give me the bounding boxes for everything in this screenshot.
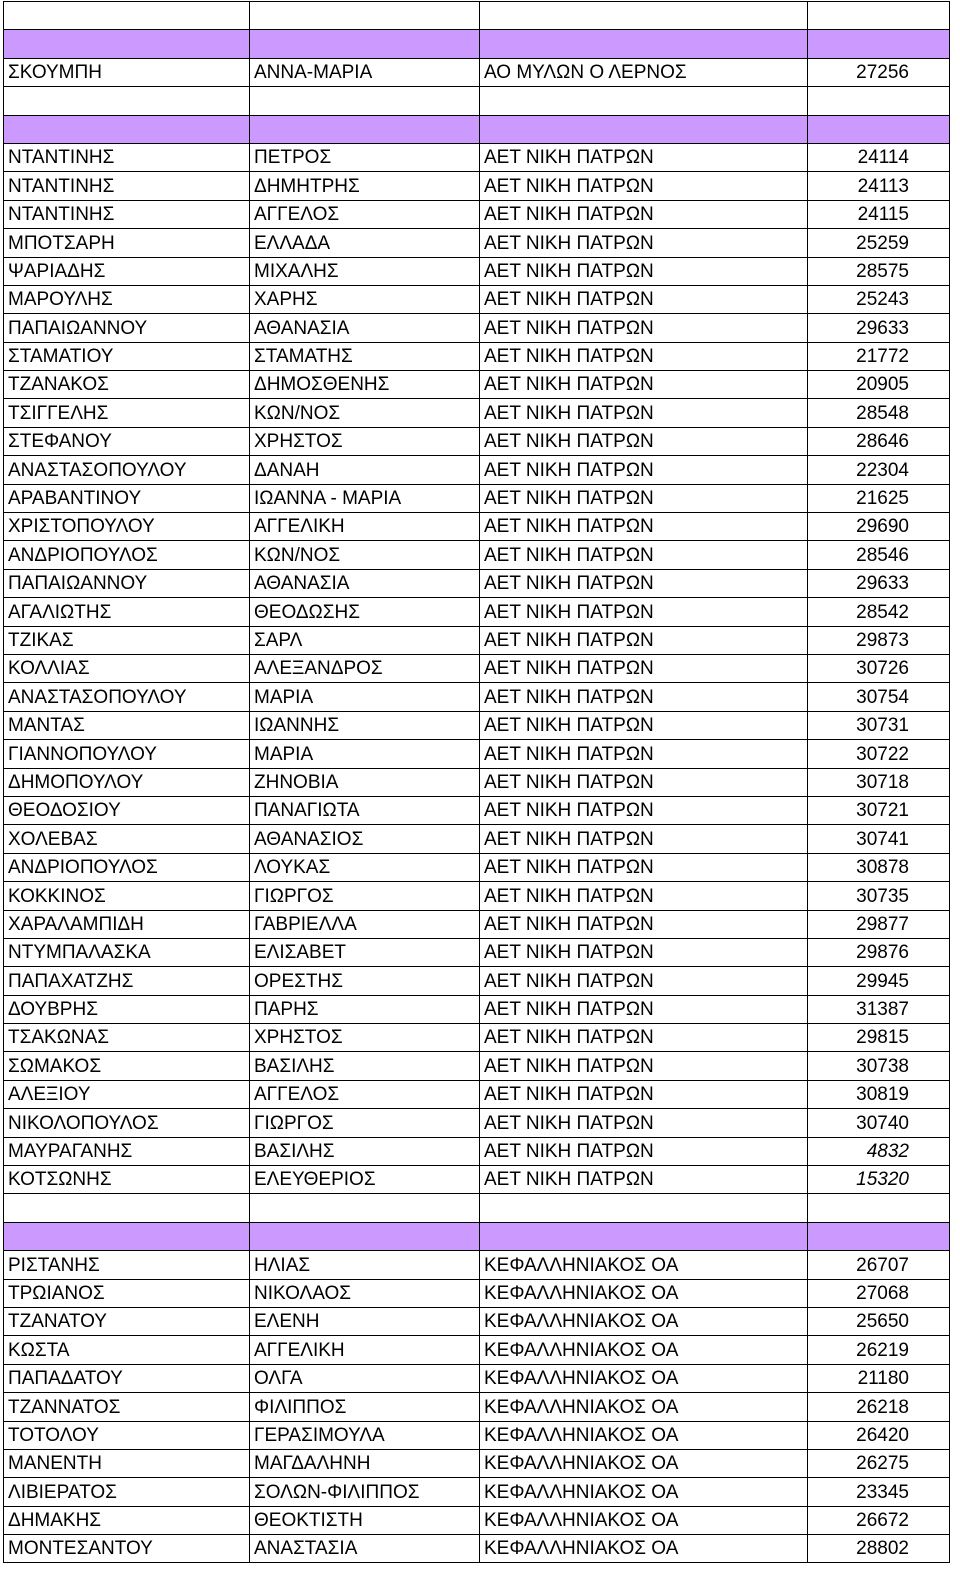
registration-number-cell[interactable]: 26672: [808, 1506, 950, 1534]
table-row: [4, 1137, 950, 1165]
table-row: [4, 796, 950, 824]
club-cell[interactable]: ΑΕΤ ΝΙΚΗ ΠΑΤΡΩΝ: [480, 853, 808, 881]
club-cell[interactable]: ΑΕΤ ΝΙΚΗ ΠΑΤΡΩΝ: [480, 399, 808, 427]
surname-cell[interactable]: ΣΩΜΑΚΟΣ: [4, 1052, 250, 1080]
table-row: [4, 427, 950, 455]
table-row: [4, 569, 950, 597]
surname-cell[interactable]: ΚΟΤΣΩΝΗΣ: [4, 1166, 250, 1194]
athlete-table: [3, 1, 950, 1563]
table-row: [4, 484, 950, 512]
firstname-cell[interactable]: ΜΑΡΙΑ: [250, 683, 480, 711]
registration-number-cell[interactable]: 26219: [808, 1336, 950, 1364]
registration-number-cell[interactable]: 24114: [808, 143, 950, 171]
table-row: [4, 1307, 950, 1335]
surname-cell[interactable]: ΑΝΑΣΤΑΣΟΠΟΥΛΟΥ: [4, 683, 250, 711]
registration-number-cell[interactable]: [808, 2, 950, 30]
table-row: [4, 342, 950, 370]
registration-number-cell[interactable]: 25243: [808, 285, 950, 313]
club-cell[interactable]: ΑΕΤ ΝΙΚΗ ΠΑΤΡΩΝ: [480, 995, 808, 1023]
club-cell[interactable]: ΑΕΤ ΝΙΚΗ ΠΑΤΡΩΝ: [480, 938, 808, 966]
registration-number-cell[interactable]: 29877: [808, 910, 950, 938]
club-cell[interactable]: ΚΕΦΑΛΛΗΝΙΑΚΟΣ ΟΑ: [480, 1449, 808, 1477]
table-row: [4, 910, 950, 938]
firstname-cell[interactable]: ΑΝΑΣΤΑΣΙΑ: [250, 1535, 480, 1563]
surname-cell[interactable]: ΝΤΑΝΤΙΝΗΣ: [4, 172, 250, 200]
firstname-cell[interactable]: ΣΟΛΩΝ-ΦΙΛΙΠΠΟΣ: [250, 1478, 480, 1506]
club-cell[interactable]: ΑΕΤ ΝΙΚΗ ΠΑΤΡΩΝ: [480, 967, 808, 995]
registration-number-cell[interactable]: 26275: [808, 1449, 950, 1477]
firstname-cell[interactable]: ΠΑΡΗΣ: [250, 995, 480, 1023]
surname-cell[interactable]: ΧΡΙΣΤΟΠΟΥΛΟΥ: [4, 513, 250, 541]
blank-row: [4, 1194, 950, 1222]
table-row: [4, 314, 950, 342]
surname-cell[interactable]: ΚΟΛΛΙΑΣ: [4, 654, 250, 682]
surname-cell[interactable]: [4, 87, 250, 115]
club-cell[interactable]: ΑΕΤ ΝΙΚΗ ΠΑΤΡΩΝ: [480, 200, 808, 228]
surname-cell[interactable]: [4, 2, 250, 30]
registration-number-cell[interactable]: 30718: [808, 768, 950, 796]
registration-number-cell[interactable]: 21625: [808, 484, 950, 512]
registration-number-cell[interactable]: [808, 30, 950, 58]
surname-cell[interactable]: ΔΗΜΑΚΗΣ: [4, 1506, 250, 1534]
registration-number-cell[interactable]: [808, 1194, 950, 1222]
table-row: [4, 399, 950, 427]
firstname-cell[interactable]: ΙΩΑΝΝΑ - ΜΑΡΙΑ: [250, 484, 480, 512]
table-row: [4, 1449, 950, 1477]
firstname-cell[interactable]: ΕΛΛΑΔΑ: [250, 229, 480, 257]
club-cell[interactable]: ΑΕΤ ΝΙΚΗ ΠΑΤΡΩΝ: [480, 740, 808, 768]
club-cell[interactable]: [480, 1194, 808, 1222]
athlete-table-body: [4, 2, 950, 1563]
surname-cell[interactable]: ΜΑΥΡΑΓΑΝΗΣ: [4, 1137, 250, 1165]
surname-cell[interactable]: ΨΑΡΙΑΔΗΣ: [4, 257, 250, 285]
table-row: [4, 825, 950, 853]
club-cell[interactable]: [480, 2, 808, 30]
club-cell[interactable]: ΚΕΦΑΛΛΗΝΙΑΚΟΣ ΟΑ: [480, 1279, 808, 1307]
surname-cell[interactable]: ΡΙΣΤΑΝΗΣ: [4, 1251, 250, 1279]
club-cell[interactable]: ΑΕΤ ΝΙΚΗ ΠΑΤΡΩΝ: [480, 1166, 808, 1194]
firstname-cell[interactable]: ΔΑΝΑΗ: [250, 456, 480, 484]
registration-number-cell[interactable]: 28548: [808, 399, 950, 427]
registration-number-cell[interactable]: 4832: [808, 1137, 950, 1165]
registration-number-cell[interactable]: 28542: [808, 598, 950, 626]
registration-number-cell[interactable]: 29945: [808, 967, 950, 995]
firstname-cell[interactable]: ΧΑΡΗΣ: [250, 285, 480, 313]
table-row: [4, 1364, 950, 1392]
firstname-cell[interactable]: ΒΑΣΙΛΗΣ: [250, 1052, 480, 1080]
firstname-cell[interactable]: ΑΓΓΕΛΙΚΗ: [250, 513, 480, 541]
table-row: [4, 598, 950, 626]
registration-number-cell[interactable]: 28646: [808, 427, 950, 455]
registration-number-cell[interactable]: 30741: [808, 825, 950, 853]
firstname-cell[interactable]: ΑΝΝΑ-ΜΑΡΙΑ: [250, 58, 480, 86]
firstname-cell[interactable]: ΑΓΓΕΛΟΣ: [250, 1080, 480, 1108]
club-cell[interactable]: ΚΕΦΑΛΛΗΝΙΑΚΟΣ ΟΑ: [480, 1535, 808, 1563]
registration-number-cell[interactable]: 27068: [808, 1279, 950, 1307]
firstname-cell[interactable]: ΓΙΩΡΓΟΣ: [250, 1109, 480, 1137]
firstname-cell[interactable]: ΛΟΥΚΑΣ: [250, 853, 480, 881]
surname-cell[interactable]: [4, 115, 250, 143]
firstname-cell[interactable]: ΑΘΑΝΑΣΙΟΣ: [250, 825, 480, 853]
surname-cell[interactable]: ΜΑΝΕΝΤΗ: [4, 1449, 250, 1477]
table-row: [4, 513, 950, 541]
registration-number-cell[interactable]: 26707: [808, 1251, 950, 1279]
table-row: [4, 1109, 950, 1137]
table-row: [4, 371, 950, 399]
club-cell[interactable]: ΑΕΤ ΝΙΚΗ ΠΑΤΡΩΝ: [480, 569, 808, 597]
firstname-cell[interactable]: ΜΙΧΑΛΗΣ: [250, 257, 480, 285]
club-cell[interactable]: ΑΕΤ ΝΙΚΗ ΠΑΤΡΩΝ: [480, 541, 808, 569]
surname-cell[interactable]: ΑΝΔΡΙΟΠΟΥΛΟΣ: [4, 541, 250, 569]
table-row: [4, 938, 950, 966]
surname-cell[interactable]: ΠΑΠΑΔΑΤΟΥ: [4, 1364, 250, 1392]
club-cell[interactable]: ΚΕΦΑΛΛΗΝΙΑΚΟΣ ΟΑ: [480, 1393, 808, 1421]
firstname-cell[interactable]: ΜΑΡΙΑ: [250, 740, 480, 768]
firstname-cell[interactable]: ΑΓΓΕΛΟΣ: [250, 200, 480, 228]
surname-cell[interactable]: ΤΖΑΝΑΤΟΥ: [4, 1307, 250, 1335]
table-row: [4, 654, 950, 682]
club-cell[interactable]: [480, 30, 808, 58]
registration-number-cell[interactable]: 20905: [808, 371, 950, 399]
firstname-cell[interactable]: ΙΩΑΝΝΗΣ: [250, 711, 480, 739]
club-cell[interactable]: ΑΕΤ ΝΙΚΗ ΠΑΤΡΩΝ: [480, 342, 808, 370]
club-cell[interactable]: [480, 87, 808, 115]
registration-number-cell[interactable]: 29690: [808, 513, 950, 541]
surname-cell[interactable]: ΜΑΡΟΥΛΗΣ: [4, 285, 250, 313]
table-row: [4, 257, 950, 285]
firstname-cell[interactable]: ΝΙΚΟΛΑΟΣ: [250, 1279, 480, 1307]
registration-number-cell[interactable]: 15320: [808, 1166, 950, 1194]
table-row: [4, 740, 950, 768]
table-row: [4, 172, 950, 200]
club-cell[interactable]: ΑΟ ΜΥΛΩΝ Ο ΛΕΡΝΟΣ: [480, 58, 808, 86]
firstname-cell[interactable]: ΕΛΕΝΗ: [250, 1307, 480, 1335]
table-row: [4, 200, 950, 228]
club-cell[interactable]: ΑΕΤ ΝΙΚΗ ΠΑΤΡΩΝ: [480, 882, 808, 910]
table-row: [4, 143, 950, 171]
table-row: [4, 1336, 950, 1364]
registration-number-cell[interactable]: 26420: [808, 1421, 950, 1449]
surname-cell[interactable]: ΑΛΕΞΙΟΥ: [4, 1080, 250, 1108]
surname-cell[interactable]: ΤΟΤΟΛΟΥ: [4, 1421, 250, 1449]
surname-cell[interactable]: ΣΤΕΦΑΝΟΥ: [4, 427, 250, 455]
firstname-cell[interactable]: ΧΡΗΣΤΟΣ: [250, 1024, 480, 1052]
registration-number-cell[interactable]: 29633: [808, 569, 950, 597]
club-cell[interactable]: ΑΕΤ ΝΙΚΗ ΠΑΤΡΩΝ: [480, 143, 808, 171]
table-row: [4, 1421, 950, 1449]
firstname-cell[interactable]: [250, 1194, 480, 1222]
firstname-cell[interactable]: ΠΕΤΡΟΣ: [250, 143, 480, 171]
firstname-cell[interactable]: ΑΛΕΞΑΝΔΡΟΣ: [250, 654, 480, 682]
registration-number-cell[interactable]: 21772: [808, 342, 950, 370]
club-cell[interactable]: ΑΕΤ ΝΙΚΗ ΠΑΤΡΩΝ: [480, 285, 808, 313]
club-cell[interactable]: ΑΕΤ ΝΙΚΗ ΠΑΤΡΩΝ: [480, 1109, 808, 1137]
registration-number-cell[interactable]: 30726: [808, 654, 950, 682]
registration-number-cell[interactable]: 29815: [808, 1024, 950, 1052]
club-cell[interactable]: ΑΕΤ ΝΙΚΗ ΠΑΤΡΩΝ: [480, 1024, 808, 1052]
club-cell[interactable]: ΚΕΦΑΛΛΗΝΙΑΚΟΣ ΟΑ: [480, 1251, 808, 1279]
surname-cell[interactable]: [4, 1194, 250, 1222]
club-cell[interactable]: ΑΕΤ ΝΙΚΗ ΠΑΤΡΩΝ: [480, 484, 808, 512]
registration-number-cell[interactable]: 30738: [808, 1052, 950, 1080]
registration-number-cell[interactable]: 30740: [808, 1109, 950, 1137]
surname-cell[interactable]: ΛΙΒΙΕΡΑΤΟΣ: [4, 1478, 250, 1506]
table-row: [4, 995, 950, 1023]
table-row: [4, 1166, 950, 1194]
table-row: [4, 1506, 950, 1534]
registration-number-cell[interactable]: 31387: [808, 995, 950, 1023]
surname-cell[interactable]: ΜΑΝΤΑΣ: [4, 711, 250, 739]
club-cell[interactable]: ΚΕΦΑΛΛΗΝΙΑΚΟΣ ΟΑ: [480, 1506, 808, 1534]
firstname-cell[interactable]: ΜΑΓΔΑΛΗΝΗ: [250, 1449, 480, 1477]
table-row: [4, 1279, 950, 1307]
surname-cell[interactable]: ΑΡΑΒΑΝΤΙΝΟΥ: [4, 484, 250, 512]
club-cell[interactable]: ΑΕΤ ΝΙΚΗ ΠΑΤΡΩΝ: [480, 257, 808, 285]
club-cell[interactable]: ΑΕΤ ΝΙΚΗ ΠΑΤΡΩΝ: [480, 768, 808, 796]
surname-cell[interactable]: ΤΖΑΝΝΑΤΟΣ: [4, 1393, 250, 1421]
section-separator-row: [4, 115, 950, 143]
club-cell[interactable]: [480, 115, 808, 143]
table-row: [4, 967, 950, 995]
club-cell[interactable]: ΑΕΤ ΝΙΚΗ ΠΑΤΡΩΝ: [480, 427, 808, 455]
registration-number-cell[interactable]: [808, 1222, 950, 1250]
surname-cell[interactable]: ΚΩΣΤΑ: [4, 1336, 250, 1364]
table-row: [4, 1478, 950, 1506]
surname-cell[interactable]: ΚΟΚΚΙΝΟΣ: [4, 882, 250, 910]
firstname-cell[interactable]: ΓΕΡΑΣΙΜΟΥΛΑ: [250, 1421, 480, 1449]
table-row: [4, 882, 950, 910]
surname-cell[interactable]: ΑΓΑΛΙΩΤΗΣ: [4, 598, 250, 626]
table-row: [4, 1535, 950, 1563]
firstname-cell[interactable]: ΑΘΑΝΑΣΙΑ: [250, 569, 480, 597]
registration-number-cell[interactable]: 28575: [808, 257, 950, 285]
table-row: [4, 853, 950, 881]
firstname-cell[interactable]: [250, 115, 480, 143]
club-cell[interactable]: ΚΕΦΑΛΛΗΝΙΑΚΟΣ ΟΑ: [480, 1336, 808, 1364]
surname-cell[interactable]: ΘΕΟΔΟΣΙΟΥ: [4, 796, 250, 824]
firstname-cell[interactable]: ΔΗΜΗΤΡΗΣ: [250, 172, 480, 200]
firstname-cell[interactable]: ΚΩΝ/ΝΟΣ: [250, 541, 480, 569]
surname-cell[interactable]: ΣΚΟΥΜΠΗ: [4, 58, 250, 86]
registration-number-cell[interactable]: 27256: [808, 58, 950, 86]
surname-cell[interactable]: [4, 30, 250, 58]
registration-number-cell[interactable]: 29873: [808, 626, 950, 654]
club-cell[interactable]: ΑΕΤ ΝΙΚΗ ΠΑΤΡΩΝ: [480, 1137, 808, 1165]
registration-number-cell[interactable]: 28546: [808, 541, 950, 569]
table-row: [4, 1080, 950, 1108]
surname-cell[interactable]: ΤΡΩΙΑΝΟΣ: [4, 1279, 250, 1307]
registration-number-cell[interactable]: [808, 115, 950, 143]
firstname-cell[interactable]: ΓΑΒΡΙΕΛΛΑ: [250, 910, 480, 938]
club-cell[interactable]: ΑΕΤ ΝΙΚΗ ΠΑΤΡΩΝ: [480, 825, 808, 853]
club-cell[interactable]: ΑΕΤ ΝΙΚΗ ΠΑΤΡΩΝ: [480, 654, 808, 682]
registration-number-cell[interactable]: 29633: [808, 314, 950, 342]
table-row: [4, 1052, 950, 1080]
club-cell[interactable]: ΑΕΤ ΝΙΚΗ ΠΑΤΡΩΝ: [480, 371, 808, 399]
surname-cell[interactable]: ΧΟΛΕΒΑΣ: [4, 825, 250, 853]
firstname-cell[interactable]: ΚΩΝ/ΝΟΣ: [250, 399, 480, 427]
club-cell[interactable]: ΚΕΦΑΛΛΗΝΙΑΚΟΣ ΟΑ: [480, 1421, 808, 1449]
firstname-cell[interactable]: ΗΛΙΑΣ: [250, 1251, 480, 1279]
table-row: [4, 58, 950, 86]
surname-cell[interactable]: ΤΣΙΓΓΕΛΗΣ: [4, 399, 250, 427]
table-row: [4, 683, 950, 711]
table-row: [4, 711, 950, 739]
surname-cell[interactable]: ΧΑΡΑΛΑΜΠΙΔΗ: [4, 910, 250, 938]
table-row: [4, 456, 950, 484]
club-cell[interactable]: ΑΕΤ ΝΙΚΗ ΠΑΤΡΩΝ: [480, 910, 808, 938]
surname-cell[interactable]: ΤΖΑΝΑΚΟΣ: [4, 371, 250, 399]
firstname-cell[interactable]: ΠΑΝΑΓΙΩΤΑ: [250, 796, 480, 824]
surname-cell[interactable]: ΑΝΑΣΤΑΣΟΠΟΥΛΟΥ: [4, 456, 250, 484]
registration-number-cell[interactable]: 30721: [808, 796, 950, 824]
firstname-cell[interactable]: ΑΓΓΕΛΙΚΗ: [250, 1336, 480, 1364]
surname-cell[interactable]: ΝΤΑΝΤΙΝΗΣ: [4, 143, 250, 171]
firstname-cell[interactable]: ΑΘΑΝΑΣΙΑ: [250, 314, 480, 342]
registration-number-cell[interactable]: 30819: [808, 1080, 950, 1108]
registration-number-cell[interactable]: 30878: [808, 853, 950, 881]
surname-cell[interactable]: ΠΑΠΑΙΩΑΝΝΟΥ: [4, 314, 250, 342]
blank-row: [4, 87, 950, 115]
registration-number-cell[interactable]: 30754: [808, 683, 950, 711]
surname-cell[interactable]: ΝΙΚΟΛΟΠΟΥΛΟΣ: [4, 1109, 250, 1137]
firstname-cell[interactable]: ΖΗΝΟΒΙΑ: [250, 768, 480, 796]
table-row: [4, 626, 950, 654]
registration-number-cell[interactable]: 25650: [808, 1307, 950, 1335]
club-cell[interactable]: ΑΕΤ ΝΙΚΗ ΠΑΤΡΩΝ: [480, 456, 808, 484]
surname-cell[interactable]: ΜΟΝΤΕΣΑΝΤΟΥ: [4, 1535, 250, 1563]
firstname-cell[interactable]: ΧΡΗΣΤΟΣ: [250, 427, 480, 455]
table-row: [4, 285, 950, 313]
firstname-cell[interactable]: [250, 30, 480, 58]
firstname-cell[interactable]: ΓΙΩΡΓΟΣ: [250, 882, 480, 910]
club-cell[interactable]: ΚΕΦΑΛΛΗΝΙΑΚΟΣ ΟΑ: [480, 1478, 808, 1506]
section-separator-row: [4, 1222, 950, 1250]
surname-cell[interactable]: ΤΖΙΚΑΣ: [4, 626, 250, 654]
surname-cell[interactable]: ΝΤΥΜΠΑΛΑΣΚΑ: [4, 938, 250, 966]
club-cell[interactable]: ΑΕΤ ΝΙΚΗ ΠΑΤΡΩΝ: [480, 683, 808, 711]
surname-cell[interactable]: ΑΝΔΡΙΟΠΟΥΛΟΣ: [4, 853, 250, 881]
table-row: [4, 229, 950, 257]
firstname-cell[interactable]: [250, 87, 480, 115]
firstname-cell[interactable]: ΕΛΕΥΘΕΡΙΟΣ: [250, 1166, 480, 1194]
surname-cell[interactable]: ΣΤΑΜΑΤΙΟΥ: [4, 342, 250, 370]
club-cell[interactable]: [480, 1222, 808, 1250]
table-row: [4, 768, 950, 796]
blank-row: [4, 2, 950, 30]
firstname-cell[interactable]: [250, 2, 480, 30]
firstname-cell[interactable]: ΟΛΓΑ: [250, 1364, 480, 1392]
club-cell[interactable]: ΑΕΤ ΝΙΚΗ ΠΑΤΡΩΝ: [480, 626, 808, 654]
table-row: [4, 1024, 950, 1052]
firstname-cell[interactable]: ΒΑΣΙΛΗΣ: [250, 1137, 480, 1165]
table-row: [4, 541, 950, 569]
surname-cell[interactable]: ΜΠΟΤΣΑΡΗ: [4, 229, 250, 257]
firstname-cell[interactable]: ΕΛΙΣΑΒΕΤ: [250, 938, 480, 966]
club-cell[interactable]: ΚΕΦΑΛΛΗΝΙΑΚΟΣ ΟΑ: [480, 1364, 808, 1392]
club-cell[interactable]: ΑΕΤ ΝΙΚΗ ΠΑΤΡΩΝ: [480, 172, 808, 200]
table-row: [4, 1393, 950, 1421]
registration-number-cell[interactable]: 30722: [808, 740, 950, 768]
firstname-cell[interactable]: ΘΕΟΚΤΙΣΤΗ: [250, 1506, 480, 1534]
club-cell[interactable]: ΑΕΤ ΝΙΚΗ ΠΑΤΡΩΝ: [480, 229, 808, 257]
registration-number-cell[interactable]: 30735: [808, 882, 950, 910]
registration-number-cell[interactable]: 24113: [808, 172, 950, 200]
surname-cell[interactable]: ΓΙΑΝΝΟΠΟΥΛΟΥ: [4, 740, 250, 768]
club-cell[interactable]: ΚΕΦΑΛΛΗΝΙΑΚΟΣ ΟΑ: [480, 1307, 808, 1335]
surname-cell[interactable]: ΝΤΑΝΤΙΝΗΣ: [4, 200, 250, 228]
firstname-cell[interactable]: ΣΤΑΜΑΤΗΣ: [250, 342, 480, 370]
surname-cell[interactable]: ΤΣΑΚΩΝΑΣ: [4, 1024, 250, 1052]
registration-number-cell[interactable]: 26218: [808, 1393, 950, 1421]
surname-cell[interactable]: ΠΑΠΑΧΑΤΖΗΣ: [4, 967, 250, 995]
registration-number-cell[interactable]: 25259: [808, 229, 950, 257]
registration-number-cell[interactable]: 30731: [808, 711, 950, 739]
club-cell[interactable]: ΑΕΤ ΝΙΚΗ ΠΑΤΡΩΝ: [480, 1080, 808, 1108]
firstname-cell[interactable]: ΟΡΕΣΤΗΣ: [250, 967, 480, 995]
club-cell[interactable]: ΑΕΤ ΝΙΚΗ ΠΑΤΡΩΝ: [480, 314, 808, 342]
registration-number-cell[interactable]: 21180: [808, 1364, 950, 1392]
section-separator-row: [4, 30, 950, 58]
firstname-cell[interactable]: ΣΑΡΛ: [250, 626, 480, 654]
surname-cell[interactable]: [4, 1222, 250, 1250]
surname-cell[interactable]: ΔΗΜΟΠΟΥΛΟΥ: [4, 768, 250, 796]
firstname-cell[interactable]: [250, 1222, 480, 1250]
registration-number-cell[interactable]: 28802: [808, 1535, 950, 1563]
club-cell[interactable]: ΑΕΤ ΝΙΚΗ ΠΑΤΡΩΝ: [480, 1052, 808, 1080]
club-cell[interactable]: ΑΕΤ ΝΙΚΗ ΠΑΤΡΩΝ: [480, 513, 808, 541]
registration-number-cell[interactable]: [808, 87, 950, 115]
club-cell[interactable]: ΑΕΤ ΝΙΚΗ ΠΑΤΡΩΝ: [480, 598, 808, 626]
registration-number-cell[interactable]: 22304: [808, 456, 950, 484]
firstname-cell[interactable]: ΦΙΛΙΠΠΟΣ: [250, 1393, 480, 1421]
firstname-cell[interactable]: ΔΗΜΟΣΘΕΝΗΣ: [250, 371, 480, 399]
registration-number-cell[interactable]: 24115: [808, 200, 950, 228]
registration-number-cell[interactable]: 29876: [808, 938, 950, 966]
table-row: [4, 1251, 950, 1279]
firstname-cell[interactable]: ΘΕΟΔΩΣΗΣ: [250, 598, 480, 626]
club-cell[interactable]: ΑΕΤ ΝΙΚΗ ΠΑΤΡΩΝ: [480, 711, 808, 739]
registration-number-cell[interactable]: 23345: [808, 1478, 950, 1506]
club-cell[interactable]: ΑΕΤ ΝΙΚΗ ΠΑΤΡΩΝ: [480, 796, 808, 824]
surname-cell[interactable]: ΠΑΠΑΙΩΑΝΝΟΥ: [4, 569, 250, 597]
surname-cell[interactable]: ΔΟΥΒΡΗΣ: [4, 995, 250, 1023]
